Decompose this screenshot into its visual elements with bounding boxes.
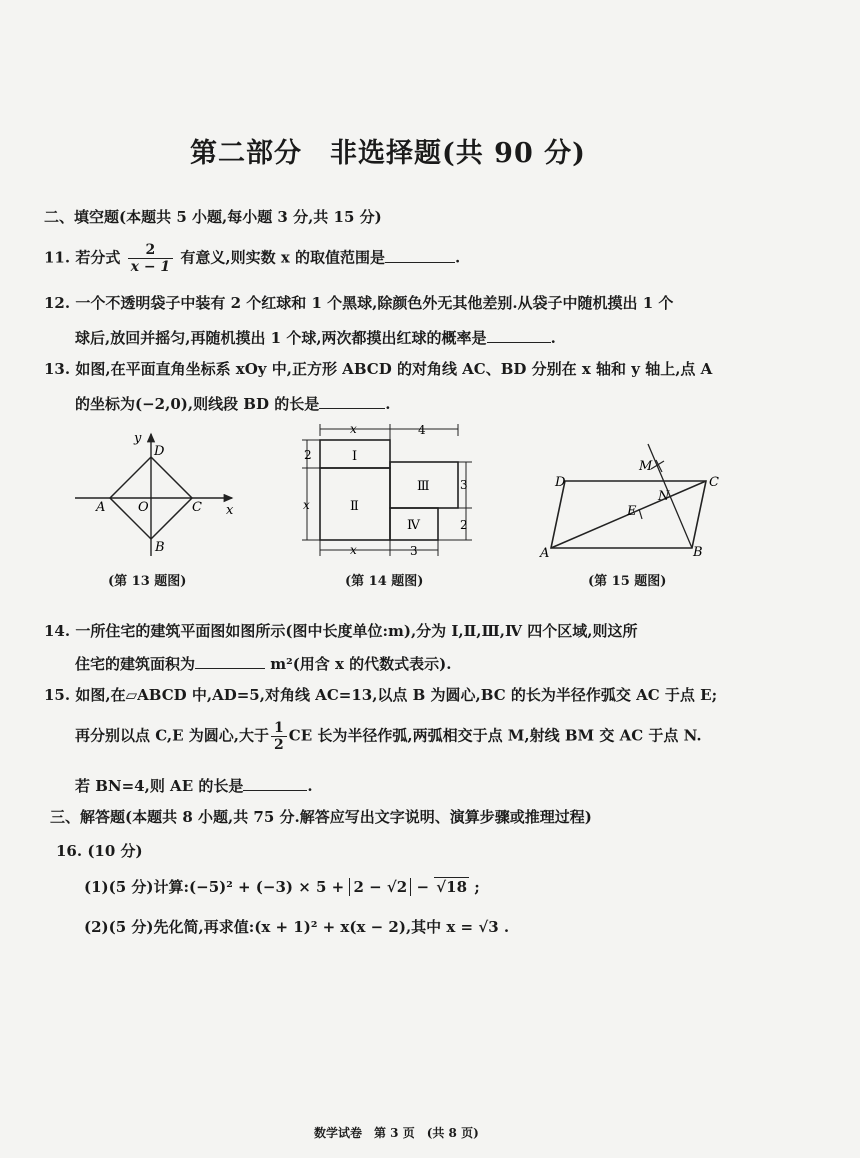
label-C: C <box>709 475 719 490</box>
question-15-line3 <box>75 774 313 796</box>
label-B: B <box>155 540 165 555</box>
arc-mark-e <box>639 509 642 519</box>
dim-right-3: 3 <box>460 478 468 492</box>
question-13 <box>44 358 712 379</box>
label-room-II: Ⅱ <box>350 499 359 514</box>
figure-15-parallelogram <box>538 438 728 563</box>
label-C: C <box>192 500 202 515</box>
question-text: 若分式 <box>75 248 121 267</box>
question-11 <box>44 242 460 275</box>
question-text: 如图,在平面直角坐标系 xOy 中,正方形 ABCD 的对角线 AC、BD 分别在 x 轴和 y 轴上,点 A <box>75 360 713 378</box>
dim-top-x: x <box>350 422 357 436</box>
question-15 <box>44 684 717 705</box>
question-text: 的坐标为(−2,0),则线段 BD 的长是 <box>75 395 320 413</box>
answer-blank[interactable] <box>385 246 455 263</box>
absolute-value-expression: 2 − √2 <box>349 878 411 896</box>
label-D: D <box>555 475 566 490</box>
dim-top-4: 4 <box>418 423 426 437</box>
answer-blank[interactable] <box>243 774 307 791</box>
label-N: N <box>658 489 670 504</box>
section-heading-answer: 三、解答题(本题共 8 小题,共 75 分.解答应写出文字说明、演算步骤或推理过程) <box>50 808 592 826</box>
question-12-line2 <box>75 326 556 348</box>
question-text: 一所住宅的建筑平面图如图所示(图中长度单位:m),分为 Ⅰ,Ⅱ,Ⅲ,Ⅳ 四个区域,则这所 <box>75 622 638 640</box>
figure-13-caption: (第 13 题图) <box>108 574 187 589</box>
question-12 <box>44 292 673 313</box>
page-title: 第二部分 非选择题(共 90 分) <box>190 138 586 169</box>
period: . <box>307 777 313 795</box>
question-number: 15. <box>44 686 71 704</box>
label-B: B <box>693 545 703 560</box>
question-number: 12. <box>44 294 71 312</box>
question-text: 有意义,则实数 x 的取值范围是 <box>180 248 386 267</box>
question-text: 若 BN=4,则 AE 的长是 <box>75 777 244 795</box>
fraction-numerator: 2 <box>128 242 174 259</box>
figure-13-coordinate-square <box>70 428 245 558</box>
fraction-numerator: 1 <box>271 720 287 737</box>
answer-blank[interactable] <box>195 652 265 669</box>
minus-sign: − <box>416 878 430 896</box>
question-text: 再分别以点 C,E 为圆心,大于 <box>75 726 269 745</box>
label-room-I: Ⅰ <box>352 449 358 464</box>
label-A: A <box>540 546 550 561</box>
figure-15-caption: (第 15 题图) <box>588 574 667 589</box>
label-D: D <box>154 444 165 459</box>
question-text: 一个不透明袋子中装有 2 个红球和 1 个黑球,除颜色外无其他差别.从袋子中随机摸出 1 个 <box>75 294 674 312</box>
dim-left-2: 2 <box>304 448 312 462</box>
period: . <box>385 395 391 413</box>
question-15-line2 <box>75 720 702 753</box>
period: . <box>455 248 461 267</box>
question-number: 14. <box>44 622 71 640</box>
question-number: 11. <box>44 248 71 267</box>
period: . <box>550 329 556 347</box>
fraction-denominator: 2 <box>274 737 284 753</box>
label-A: A <box>96 500 106 515</box>
question-14 <box>44 620 637 641</box>
label-E: E <box>627 504 637 519</box>
square-root-expression: √18 <box>436 878 468 896</box>
answer-blank[interactable] <box>319 392 385 409</box>
fraction-one-half <box>271 720 287 753</box>
label-x: x <box>226 503 234 518</box>
question-text: CE 长为半径作弧,两弧相交于点 M,射线 BM 交 AC 于点 N. <box>288 726 702 745</box>
question-16-part1 <box>84 876 480 897</box>
question-14-line2 <box>75 652 452 674</box>
question-16-part2: (2)(5 分)先化简,再求值:(x + 1)² + x(x − 2),其中 x = √3 . <box>84 918 510 936</box>
label-y: y <box>134 431 142 446</box>
question-16-head: 16. (10 分) <box>56 842 143 860</box>
dim-right-2: 2 <box>460 518 468 532</box>
figure-14-floor-plan <box>300 422 480 562</box>
fraction-denominator: x − 1 <box>130 259 171 275</box>
question-text: 如图,在▱ABCD 中,AD=5,对角线 AC=13,以点 B 为圆心,BC 的长为半径作弧交 AC 于点 E; <box>75 686 718 704</box>
question-text: 球后,放回并摇匀,再随机摸出 1 个球,两次都摸出红球的概率是 <box>75 329 487 347</box>
section-heading-fill-blank: 二、填空题(本题共 5 小题,每小题 3 分,共 15 分) <box>44 208 382 226</box>
question-13-line2 <box>75 392 390 414</box>
semicolon: ; <box>474 878 480 896</box>
ray-bm <box>648 444 692 548</box>
label-room-III: Ⅲ <box>417 479 430 494</box>
question-text: m²(用含 x 的代数式表示). <box>270 655 452 673</box>
label-M: M <box>639 459 653 474</box>
fraction <box>128 242 174 275</box>
dim-bottom-3: 3 <box>410 544 418 558</box>
figure-14-caption: (第 14 题图) <box>345 574 424 589</box>
question-number: 13. <box>44 360 71 378</box>
question-text: (1)(5 分)计算:(−5)² + (−3) × 5 + <box>84 878 345 896</box>
answer-blank[interactable] <box>487 326 551 343</box>
dim-left-x: x <box>303 498 310 512</box>
label-room-IV: Ⅳ <box>407 518 420 533</box>
label-O: O <box>138 500 149 515</box>
page-footer: 数学试卷 第 3 页 (共 8 页) <box>314 1126 479 1140</box>
dim-bottom-x: x <box>350 543 357 557</box>
question-text: 住宅的建筑面积为 <box>75 655 196 673</box>
